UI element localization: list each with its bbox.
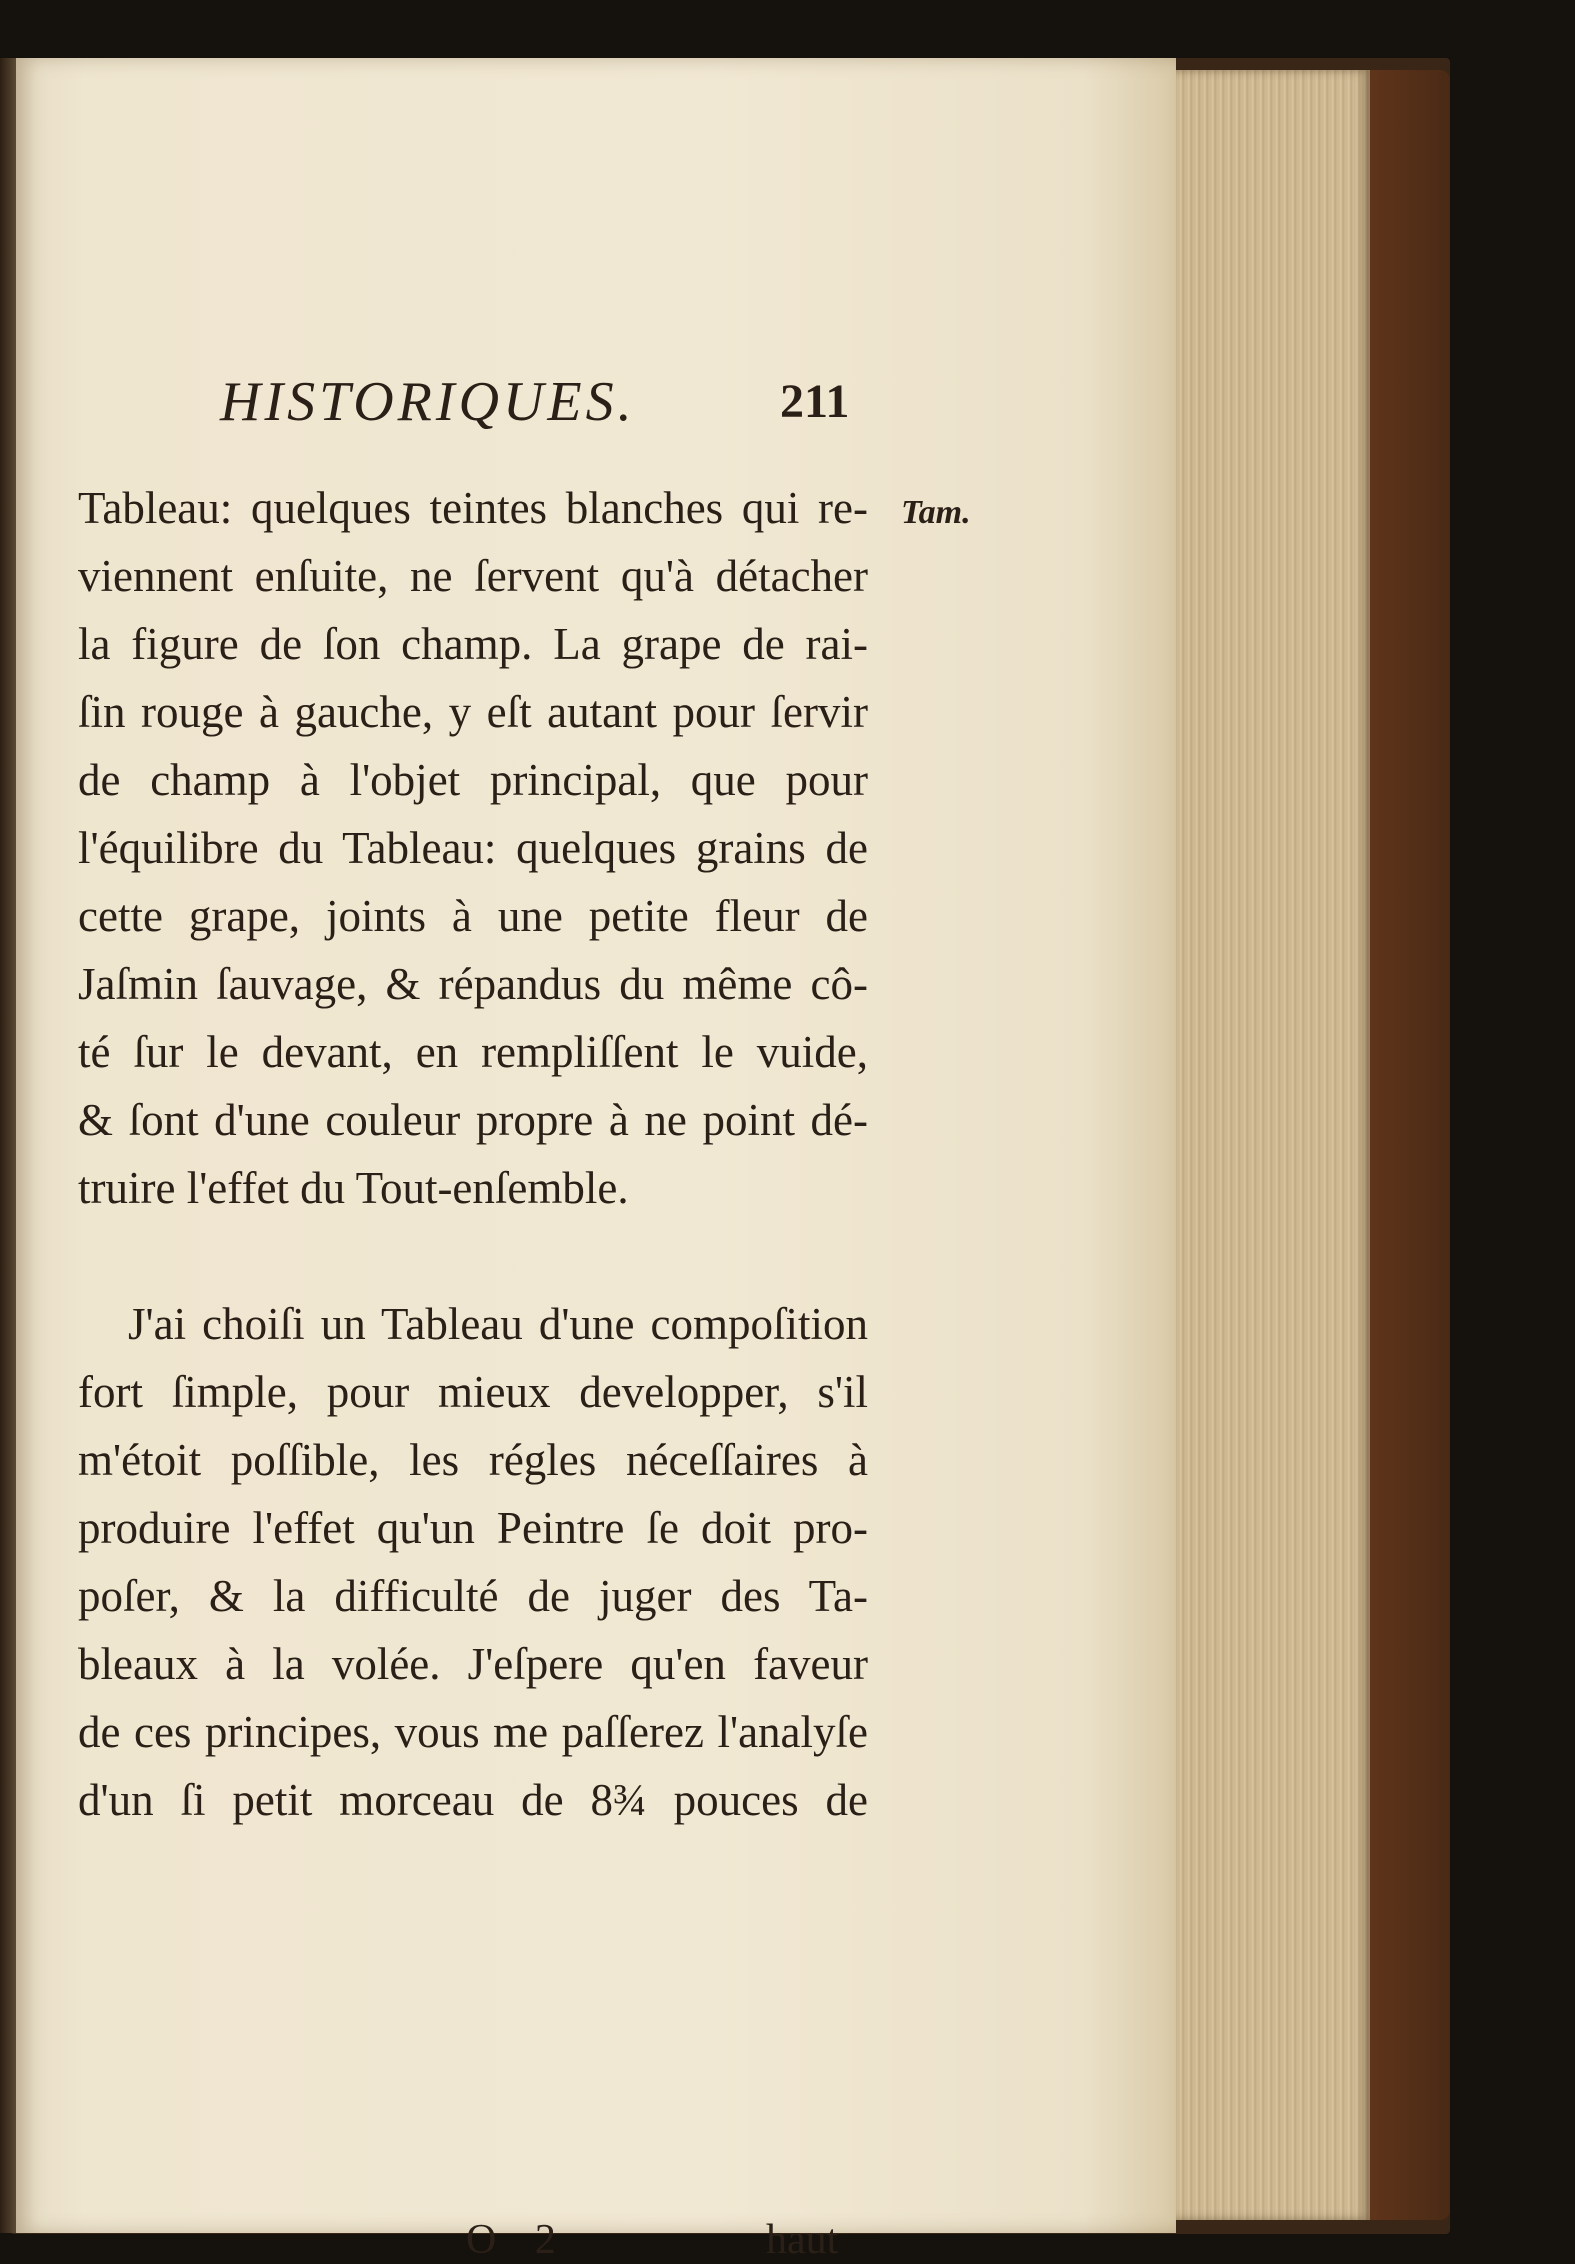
text-line: J'ai choiſi un Tableau d'une compoſition: [128, 1299, 868, 1349]
text-line: viennent enſuite, ne ſervent qu'à détacher: [78, 551, 868, 601]
signature-mark: O 2: [466, 2217, 570, 2263]
text-line: de ces principes, vous me paſſerez l'analyſe: [78, 1707, 868, 1757]
text-line: la figure de ſon champ. La grape de rai-: [78, 619, 868, 669]
running-head: [220, 370, 870, 450]
text-line: l'équilibre du Tableau: quelques grains de: [78, 823, 868, 873]
text-line: & ſont d'une couleur propre à ne point dé-: [78, 1095, 868, 1145]
text-line: de champ à l'objet principal, que pour: [78, 755, 868, 805]
catchword: haut: [766, 2217, 839, 2263]
text-line: fort ſimple, pour mieux developper, s'il: [78, 1367, 868, 1417]
page-edges: [1170, 70, 1370, 2220]
text-line: poſer, & la difficulté de juger des Ta-: [78, 1571, 868, 1621]
book-page: [16, 58, 1176, 2233]
text-line: d'un ſi petit morceau de 8¾ pouces de: [78, 1775, 868, 1825]
text-line: té ſur le devant, en rempliſſent le vuide,: [78, 1027, 868, 1077]
text-line: produire l'effet qu'un Peintre ſe doit pro-: [78, 1503, 868, 1553]
text-line: ſin rouge à gauche, y eſt autant pour ſervir: [78, 687, 868, 737]
text-line: cette grape, joints à une petite fleur de: [78, 891, 868, 941]
margin-note: Tam.: [901, 494, 971, 531]
text-line: Tableau: quelques teintes blanches qui re-: [78, 483, 868, 533]
page-number: 211: [780, 375, 850, 428]
text-line: m'étoit poſſible, les régles néceſſaires à: [78, 1435, 868, 1485]
running-title: HISTORIQUES.: [220, 371, 636, 433]
text-line: Jaſmin ſauvage, & répandus du même cô-: [78, 959, 868, 1009]
text-line: bleaux à la volée. J'eſpere qu'en faveur: [78, 1639, 868, 1689]
text-line: truire l'effet du Tout-enſemble.: [78, 1163, 629, 1213]
